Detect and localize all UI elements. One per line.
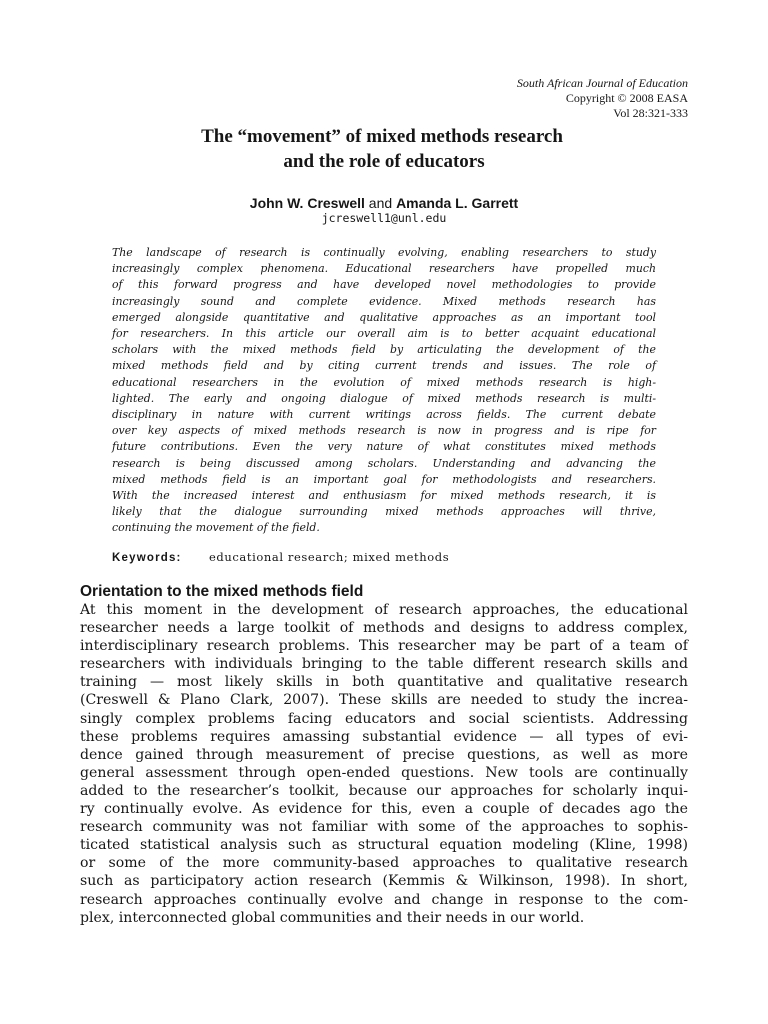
- body-line: ry continually evolve. As evidence for this, even a couple of decades ago the: [80, 801, 688, 818]
- body-line: these problems requires amassing substantial evidence — all types of evi-: [80, 728, 688, 745]
- body-line: such as participatory action research (Kemmis & Wilkinson, 1998). In short,: [80, 873, 688, 890]
- journal-name: South African Journal of Education: [516, 76, 688, 90]
- journal-volume: Vol 28:321-333: [613, 106, 688, 120]
- body-line: plex, interconnected global communities and their needs in our world.: [80, 909, 585, 926]
- author-2: Amanda L. Garrett: [396, 195, 519, 211]
- journal-header: [517, 76, 688, 121]
- abstract-line: research is being discussed among scholars. Understanding and advancing the: [112, 456, 656, 470]
- author-1: John W. Creswell: [249, 195, 365, 211]
- body-line: researchers with individuals bringing to the table different research skills and: [80, 656, 688, 673]
- body-line: training — most likely skills in both quantitative and qualitative research: [80, 674, 688, 691]
- author-email[interactable]: jcreswell1@unl.edu: [321, 211, 447, 225]
- abstract-line: emerged alongside quantitative and qualitative approaches as an important tool: [112, 310, 656, 324]
- title-line-2: and the role of educators: [283, 151, 485, 172]
- abstract-line: continuing the movement of the field.: [112, 521, 320, 535]
- abstract-line: increasingly sound and complete evidence. Mixed methods research has: [112, 294, 656, 308]
- abstract-line: of this forward progress and have developed novel methodologies to provide: [112, 278, 656, 292]
- title-line-1: The “movement” of mixed methods research: [201, 126, 563, 147]
- abstract-line: scholars with the mixed methods field by articulating the development of the: [112, 343, 656, 357]
- keywords: [112, 550, 449, 565]
- abstract-line: future contributions. Even the very nature of what constitutes mixed methods: [112, 440, 656, 454]
- body-line: dence gained through measurement of precise questions, as well as more: [80, 746, 688, 763]
- abstract-line: mixed methods field and by citing current trends and issues. The role of: [112, 359, 656, 373]
- body-line: general assessment through open-ended questions. New tools are continually: [80, 764, 688, 781]
- abstract-line: over key aspects of mixed methods research is now in progress and is ripe for: [112, 424, 656, 438]
- body-text: [80, 601, 688, 927]
- author-conjunction: and: [364, 195, 397, 211]
- body-line: or some of the more community-based approaches to qualitative research: [80, 855, 688, 872]
- abstract-line: increasingly complex phenomena. Educational researchers have propelled much: [112, 262, 656, 276]
- journal-copyright: Copyright © 2008 EASA: [565, 91, 688, 105]
- abstract-line: for researchers. In this article our overall aim is to better acquaint educational: [112, 327, 656, 341]
- abstract-line: likely that the dialogue surrounding mixed methods approaches will thrive,: [112, 505, 656, 519]
- keywords-value: educational research; mixed methods: [209, 550, 450, 564]
- body-line: added to the researcher’s toolkit, because our approaches for scholarly inqui-: [80, 782, 688, 799]
- abstract-line: With the increased interest and enthusiasm for mixed methods research, it is: [112, 489, 656, 503]
- abstract: [112, 245, 656, 537]
- paper-title: [0, 124, 768, 174]
- author-line: [0, 194, 768, 212]
- body-line: interdisciplinary research problems. This researcher may be part of a team of: [80, 638, 688, 655]
- abstract-line: lighted. The early and ongoing dialogue of mixed methods research is multi-: [112, 391, 656, 405]
- body-line: At this moment in the development of research approaches, the educational: [80, 602, 688, 618]
- abstract-line: mixed methods field is an important goal for methodologists and researchers.: [112, 472, 656, 486]
- body-line: research community was not familiar with some of the approaches to sophis-: [80, 819, 688, 836]
- body-line: research approaches continually evolve and change in response to the com-: [80, 891, 688, 908]
- abstract-line: disciplinary in nature with current writings across fields. The current debate: [112, 408, 656, 422]
- body-line: singly complex problems facing educators and social scientists. Addressing: [80, 710, 688, 727]
- keywords-label: Keywords:: [112, 552, 182, 564]
- abstract-line: educational researchers in the evolution of mixed methods research is high-: [112, 375, 656, 389]
- section-heading: Orientation to the mixed methods field: [80, 583, 364, 600]
- body-line: (Creswell & Plano Clark, 2007). These skills are needed to study the increa-: [80, 692, 688, 709]
- body-line: researcher needs a large toolkit of methods and designs to address complex,: [80, 620, 688, 637]
- body-line: ticated statistical analysis such as structural equation modeling (Kline, 1998): [80, 837, 688, 854]
- abstract-line: The landscape of research is continually evolving, enabling researchers to study: [112, 246, 656, 259]
